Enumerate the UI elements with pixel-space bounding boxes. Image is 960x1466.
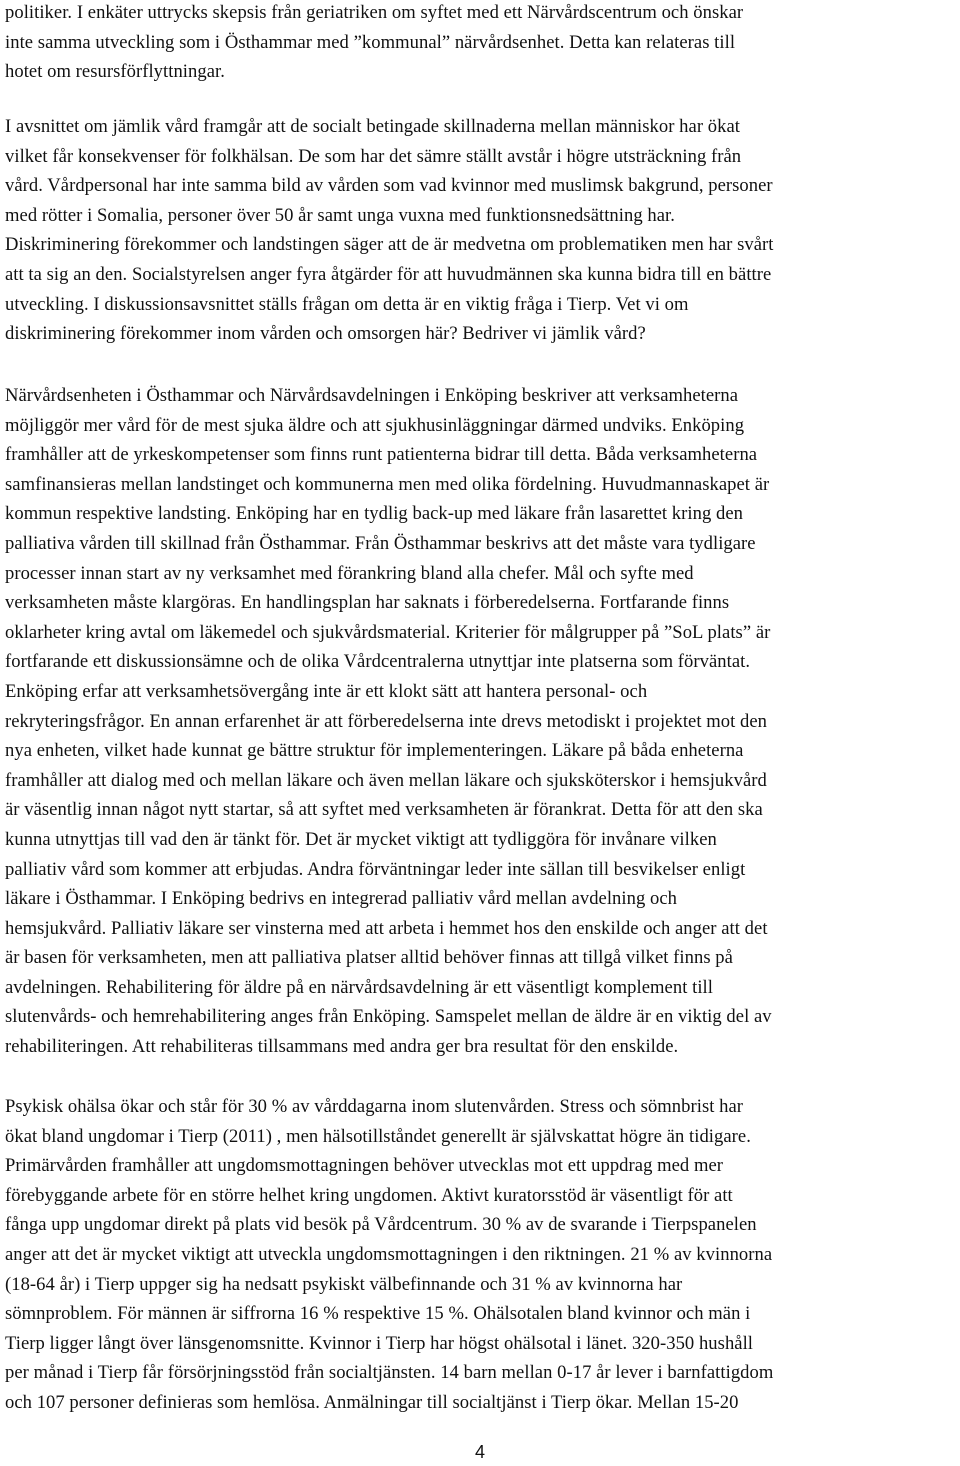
text-line: hemsjukvård. Palliativ läkare ser vinsterna med att arbeta i hemmet hos den enskilde och anger att det <box>5 917 768 939</box>
text-line: rehabiliteringen. Att rehabiliteras tillsammans med andra ger bra resultat för den enskilde. <box>5 1036 679 1058</box>
text-line: är basen för verksamheten, men att palliativa platser alltid behöver finnas att tillgå vilket finns på <box>5 947 733 969</box>
text-line: Tierp ligger långt över länsgenomsnitte. Kvinnor i Tierp har högst ohälsotal i länet. 320-350 hushåll <box>5 1332 754 1354</box>
paragraph-text <box>5 112 955 349</box>
text-line: palliativ vård som kommer att erbjudas. Andra förväntningar leder inte sällan till besvikelser enligt <box>5 858 746 880</box>
page-number: 4 <box>474 1442 486 1462</box>
text-line: processer innan start av ny verksamhet med förankring bland alla chefer. Mål och syfte med <box>5 562 694 584</box>
text-line: ökat bland ungdomar i Tierp (2011) , men hälsotillståndet generellt är självskattat högre än tidigare. <box>5 1125 751 1147</box>
text-line: vård. Vårdpersonal har inte samma bild av vården som vad kvinnor med muslimsk bakgrund, personer <box>5 175 773 197</box>
text-line: palliativa vården till skillnad från Östhammar. Från Östhammar beskrivs att det måste vara tydligare <box>5 532 756 554</box>
text-line: verksamheten måste klargöras. En handlingsplan har saknats i förberedelserna. Fortfarande finns <box>5 592 730 614</box>
text-line: fortfarande ett diskussionsämne och de olika Vårdcentralerna utnyttjar inte platserna som förväntat. <box>5 651 751 673</box>
paragraph-mental-health <box>5 1092 955 1418</box>
text-line: politiker. I enkäter uttrycks skepsis från geriatriken om syftet med ett Närvårdscentrum och önskar <box>5 2 744 23</box>
text-line: Diskriminering förekommer och landstingen säger att de är medvetna om problematiken men har svårt <box>5 234 774 256</box>
text-line: fånga upp ungdomar direkt på plats vid besök på Vårdcentrum. 30 % av de svarande i Tierpspanelen <box>5 1214 757 1236</box>
text-line: Psykisk ohälsa ökar och står för 30 % av vårddagarna inom slutenvården. Stress och sömnbrist har <box>5 1096 744 1117</box>
text-line: slutenvårds- och hemrehabilitering anges från Enköping. Samspelet mellan de äldre är en viktig del av <box>5 1006 772 1028</box>
text-line: I avsnittet om jämlik vård framgår att de socialt betingade skillnaderna mellan människor har ökat <box>5 116 740 137</box>
text-line: avdelningen. Rehabilitering för äldre på en närvårdsavdelning är ett väsentligt komplement till <box>5 976 713 998</box>
text-line: Primärvården framhåller att ungdomsmottagningen behöver utvecklas mot ett uppdrag med mer <box>5 1155 724 1177</box>
text-line: framhåller att de yrkeskompetenser som finns runt patienterna bidrar till detta. Båda verksamheterna <box>5 444 758 466</box>
text-line: inte samma utveckling som i Östhammar med ”kommunal” närvårdsenhet. Detta kan relateras till <box>5 31 736 53</box>
text-line: läkare i Östhammar. I Enköping bedrivs en integrerad palliativ vård mellan avdelning och <box>5 888 678 910</box>
text-line: möjliggör mer vård för de mest sjuka äldre och att sjukhusinläggningar därmed undviks. Enköping <box>5 414 745 436</box>
text-line: utveckling. I diskussionsavsnittet ställs frågan om detta är en viktig fråga i Tierp. Vet vi om <box>5 293 689 315</box>
text-line: per månad i Tierp får försörjningsstöd från socialtjänsten. 14 barn mellan 0-17 år lever i barnfattigdom <box>5 1362 774 1384</box>
text-line: sömnproblem. För männen är siffrorna 16 % respektive 15 %. Ohälsotalen bland kvinnor och män i <box>5 1303 751 1325</box>
text-line: Närvårdsenheten i Östhammar och Närvårdsavdelningen i Enköping beskriver att verksamheterna <box>5 385 739 406</box>
text-line: (18-64 år) i Tierp uppger sig ha nedsatt psykiskt välbefinnande och 31 % av kvinnorna har <box>5 1273 683 1295</box>
text-line: oklarheter kring avtal om läkemedel och sjukvårdsmaterial. Kriterier för målgrupper på ”SoL plats” är <box>5 621 771 643</box>
text-line: framhåller att dialog med och mellan läkare och även mellan läkare och sjuksköterskor i hemsjukvård <box>5 769 767 791</box>
text-line: att ta sig an den. Socialstyrelsen anger fyra åtgärder för att huvudmännen ska kunna bidra till en bättre <box>5 263 772 285</box>
paragraph-equal-care <box>5 112 955 349</box>
text-line: förebyggande arbete för en större helhet kring ungdomen. Aktivt kuratorsstöd är väsentligt för att <box>5 1184 733 1206</box>
text-line: hotet om resursförflyttningar. <box>5 61 225 83</box>
text-line: anger att det är mycket viktigt att utveckla ungdomsmottagningen i den riktningen. 21 % av kvinnorna <box>5 1243 773 1265</box>
text-line: med rötter i Somalia, personer över 50 år samt unga vuxna med funktionsnedsättning har. <box>5 204 675 226</box>
text-line: nya enheten, vilket hade kunnat ge bättre struktur för implementeringen. Läkare på båda enheterna <box>5 740 744 762</box>
text-line: samfinansieras mellan landstinget och kommunerna men med olika fördelning. Huvudmannaskapet är <box>5 473 770 495</box>
paragraph-intro <box>5 0 955 87</box>
paragraph-care-units <box>5 381 955 1062</box>
text-line: och 107 personer definieras som hemlösa. Anmälningar till socialtjänst i Tierp ökar. Mellan 15-20 <box>5 1391 739 1413</box>
text-line: diskriminering förekommer inom vården och omsorgen här? Bedriver vi jämlik vård? <box>5 323 646 345</box>
paragraph-text <box>5 381 955 1062</box>
text-line: Enköping erfar att verksamhetsövergång inte är ett klokt sätt att hantera personal- och <box>5 680 648 702</box>
paragraph-text <box>5 1092 955 1418</box>
text-line: vilket får konsekvenser för folkhälsan. De som har det sämre ställt avstår i högre utsträckning från <box>5 145 742 167</box>
text-line: rekryteringsfrågor. En annan erfarenhet är att förberedelserna inte drevs metodiskt i projektet mot den <box>5 710 768 732</box>
text-line: kunna utnyttjas till vad den är tänkt för. Det är mycket viktigt att tydliggöra för invånare vilken <box>5 828 717 850</box>
paragraph-text <box>5 0 955 87</box>
text-line: kommun respektive landsting. Enköping har en tydlig back-up med läkare från lasarettet kring den <box>5 503 743 525</box>
text-line: är väsentlig innan något nytt startar, så att syftet med verksamheten är förankrat. Detta för att den ska <box>5 799 763 821</box>
